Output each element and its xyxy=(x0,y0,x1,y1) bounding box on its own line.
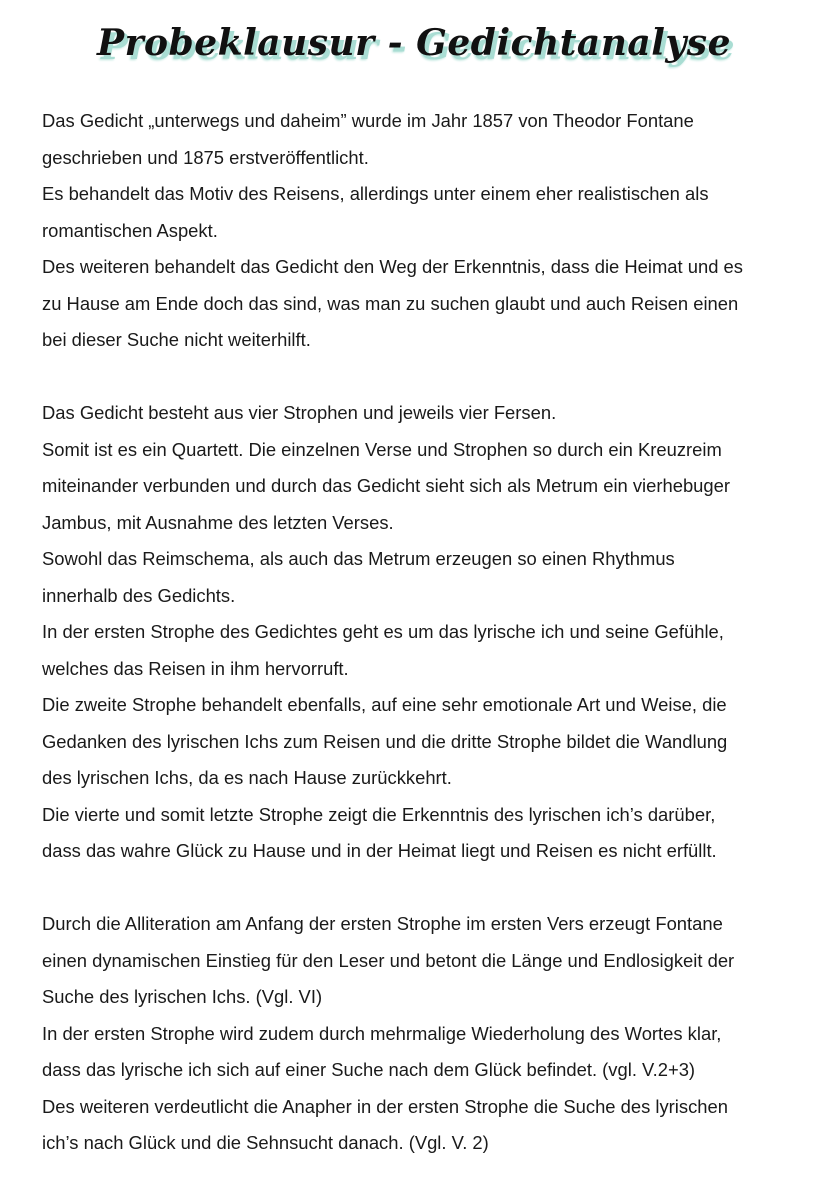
document-body xyxy=(42,103,802,1198)
text-line: Jambus, mit Ausnahme des letzten Verses. xyxy=(42,511,394,533)
text-line: Das Gedicht „unterwegs und daheim” wurde im Jahr 1857 von Theodor Fontane xyxy=(42,110,694,131)
text-line: ich’s nach Glück und die Sehnsucht danach. (Vgl. V. 2) xyxy=(42,1132,489,1153)
text-line: Durch die Alliteration am Anfang der ersten Strophe im ersten Vers erzeugt Fontane xyxy=(42,913,723,934)
text-line: Somit ist es ein Quartett. Die einzelnen Verse und Strophen so durch ein Kreuzreim xyxy=(42,438,722,460)
text-line: welches das Reisen in ihm hervorruft. xyxy=(42,657,349,679)
text-line: Die zweite Strophe behandelt ebenfalls, auf eine sehr emotionale Art und Weise, die xyxy=(42,694,727,715)
text-line: dass das lyrische ich sich auf einer Suche nach dem Glück befindet. (vgl. V.2+3) xyxy=(42,1059,696,1080)
paragraph xyxy=(42,906,802,1162)
text-line: Des weiteren verdeutlicht die Anapher in der ersten Strophe die Suche des lyrischen xyxy=(42,1095,728,1117)
text-line: bei dieser Suche nicht weiterhilft. xyxy=(42,329,311,350)
text-line: einen dynamischen Einstieg für den Leser und betont die Länge und Endlosigkeit der xyxy=(42,949,735,971)
text-line: zu Hause am Ende doch das sind, was man zu suchen glaubt und auch Reisen einen xyxy=(42,292,739,314)
text-line: innerhalb des Gedichts. xyxy=(42,584,236,606)
text-line: Es behandelt das Motiv des Reisens, allerdings unter einem eher realistischen als xyxy=(42,183,709,204)
paragraph xyxy=(42,395,802,870)
paragraph xyxy=(42,103,802,359)
page-title: Probeklausur - Gedichtanalyse xyxy=(97,22,731,64)
text-line: geschrieben und 1875 erstveröffentlicht. xyxy=(42,146,369,168)
text-line: Die vierte und somit letzte Strophe zeigt die Erkenntnis des lyrischen ich’s darüber, xyxy=(42,803,716,825)
text-line: Gedanken des lyrischen Ichs zum Reisen und die dritte Strophe bildet die Wandlung xyxy=(42,730,728,752)
text-line: romantischen Aspekt. xyxy=(42,219,218,241)
text-line: In der ersten Strophe des Gedichtes geht es um das lyrische ich und seine Gefühle, xyxy=(42,621,724,642)
text-line: Sowohl das Reimschema, als auch das Metrum erzeugen so einen Rhythmus xyxy=(42,548,675,569)
text-line: In der ersten Strophe wird zudem durch mehrmalige Wiederholung des Wortes klar, xyxy=(42,1022,722,1044)
text-line: Des weiteren behandelt das Gedicht den Weg der Erkenntnis, dass die Heimat und es xyxy=(42,256,743,277)
text-line: dass das wahre Glück zu Hause und in der Heimat liegt und Reisen es nicht erfüllt. xyxy=(42,840,717,861)
text-line: Suche des lyrischen Ichs. (Vgl. VI) xyxy=(42,986,323,1007)
text-line: Das Gedicht besteht aus vier Strophen und jeweils vier Fersen. xyxy=(42,402,557,423)
text-line: miteinander verbunden und durch das Gedicht sieht sich als Metrum ein vierhebuger xyxy=(42,475,730,496)
text-line: des lyrischen Ichs, da es nach Hause zurückkehrt. xyxy=(42,767,452,788)
